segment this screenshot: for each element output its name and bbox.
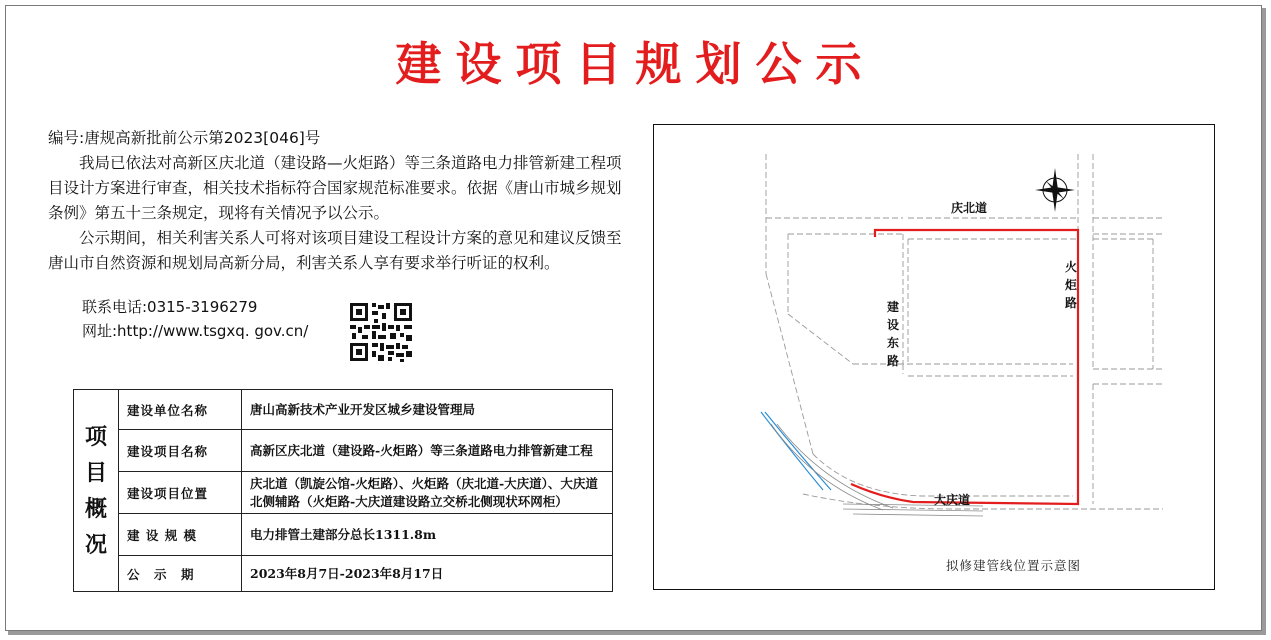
compass-icon: [1035, 168, 1075, 212]
row-label-period: 公 示 期: [119, 556, 242, 592]
map-caption: 拟修建管线位置示意图: [946, 558, 1082, 573]
site-map: [653, 124, 1215, 590]
notice-paragraph-1: 我局已依法对高新区庆北道（建设路—火炬路）等三条道路电力排管新建工程项目设计方案进行审查，相关技术指标符合国家规范标准要求。依据《唐山市城乡规划条例》第五十三条规定，现将有关情况予以公示。: [48, 154, 622, 222]
row-label-location: 建设项目位置: [119, 472, 242, 514]
notice-paragraph-2: 公示期间，相关利害关系人可将对该项目建设工程设计方案的意见和建议反馈至唐山市自然资源和规划局高新分局，利害关系人享有要求举行听证的权利。: [48, 229, 622, 272]
qr-code-icon: [348, 301, 414, 363]
overview-side-text: 项目概况: [85, 423, 108, 558]
pipeline-route: [851, 230, 1078, 504]
row-value-unit: 唐山高新技术产业开发区城乡建设管理局: [242, 390, 613, 430]
row-value-scale: 电力排管土建部分总长1311.8m: [242, 514, 613, 556]
row-label-scale: 建 设 规 模: [119, 514, 242, 556]
overview-side-label: [74, 390, 119, 592]
project-overview-table: [73, 389, 613, 592]
notice-text: [48, 126, 628, 276]
road-label-huoju: 火炬路: [1065, 260, 1078, 310]
road-label-daqing: 大庆道: [934, 493, 971, 507]
notice-number: 编号:唐规高新批前公示第2023[046]号: [48, 129, 321, 147]
road-label-jianshe-east: 建设东路: [887, 300, 900, 368]
row-label-unit: 建设单位名称: [119, 390, 242, 430]
page-shadow-bottom: [8, 631, 1266, 635]
page-shadow-right: [1262, 8, 1266, 634]
road-label-qingbei: 庆北道: [951, 201, 988, 215]
row-label-name: 建设项目名称: [119, 430, 242, 472]
row-value-location: 庆北道（凯旋公馆-火炬路）、火炬路（庆北道-大庆道）、大庆道北侧辅路（火炬路-大庆道建设路立交桥北侧现状环网柜）: [242, 472, 613, 514]
contact-website: 网址:http://www.tsgxq. gov.cn/: [82, 322, 309, 340]
contact-phone: 联系电话:0315-3196279: [82, 298, 258, 316]
row-value-name: 高新区庆北道（建设路-火炬路）等三条道路电力排管新建工程: [242, 430, 613, 472]
row-value-period: 2023年8月7日-2023年8月17日: [242, 556, 613, 592]
page-title: 建设项目规划公示: [395, 37, 876, 91]
